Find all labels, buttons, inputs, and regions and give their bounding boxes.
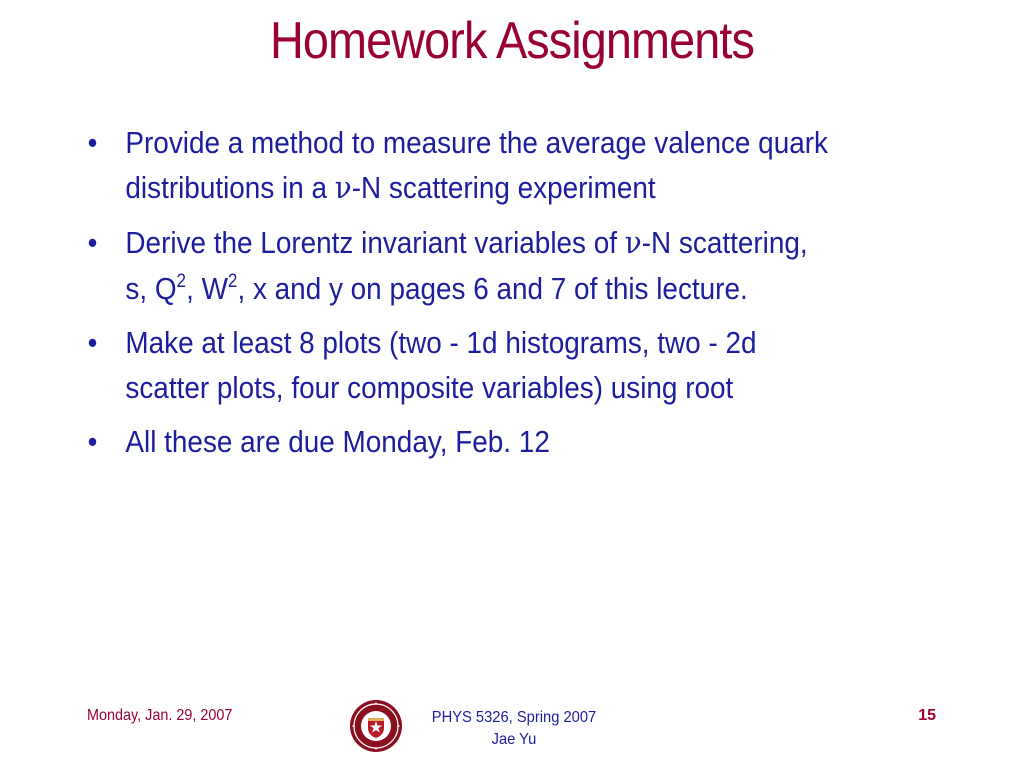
bullet-item (84, 220, 894, 311)
bullet-text: -N scattering, (641, 225, 808, 260)
university-seal-icon (349, 699, 403, 753)
superscript: 2 (227, 271, 238, 292)
bullet-list (84, 120, 894, 473)
bullet-marker: • (87, 325, 98, 360)
footer-date: Monday, Jan. 29, 2007 (87, 707, 233, 724)
bullet-marker: • (87, 225, 98, 260)
bullet-text: All these are due Monday, Feb. 12 (125, 424, 550, 459)
bullet-text: , x and y on pages 6 and 7 of this lecture. (237, 271, 748, 306)
author-name: Jae Yu (491, 731, 537, 748)
bullet-text: Make at least 8 plots (two - 1d histograms, two - 2d (125, 325, 757, 360)
course-name: PHYS 5326, Spring 2007 (431, 709, 597, 726)
bullet-marker: • (87, 424, 98, 459)
bullet-item (84, 320, 894, 410)
bullet-text: distributions in a (125, 170, 335, 205)
superscript: 2 (176, 271, 187, 292)
bullet-marker: • (87, 125, 98, 160)
bullet-item (84, 120, 894, 211)
bullet-text: , W (186, 271, 228, 306)
bullet-text: -N scattering experiment (351, 170, 656, 205)
bullet-item (84, 419, 894, 464)
nu-symbol: ν (334, 170, 352, 206)
page-number: 15 (918, 707, 936, 724)
bullet-text: scatter plots, four composite variables) using root (125, 370, 734, 405)
slide-title: Homework Assignments (269, 12, 754, 70)
bullet-text: Derive the Lorentz invariant variables of (125, 225, 625, 260)
nu-symbol: ν (624, 225, 642, 261)
bullet-text: Provide a method to measure the average valence quark (125, 125, 828, 160)
bullet-text: s, Q (125, 271, 177, 306)
footer-course (413, 707, 615, 751)
